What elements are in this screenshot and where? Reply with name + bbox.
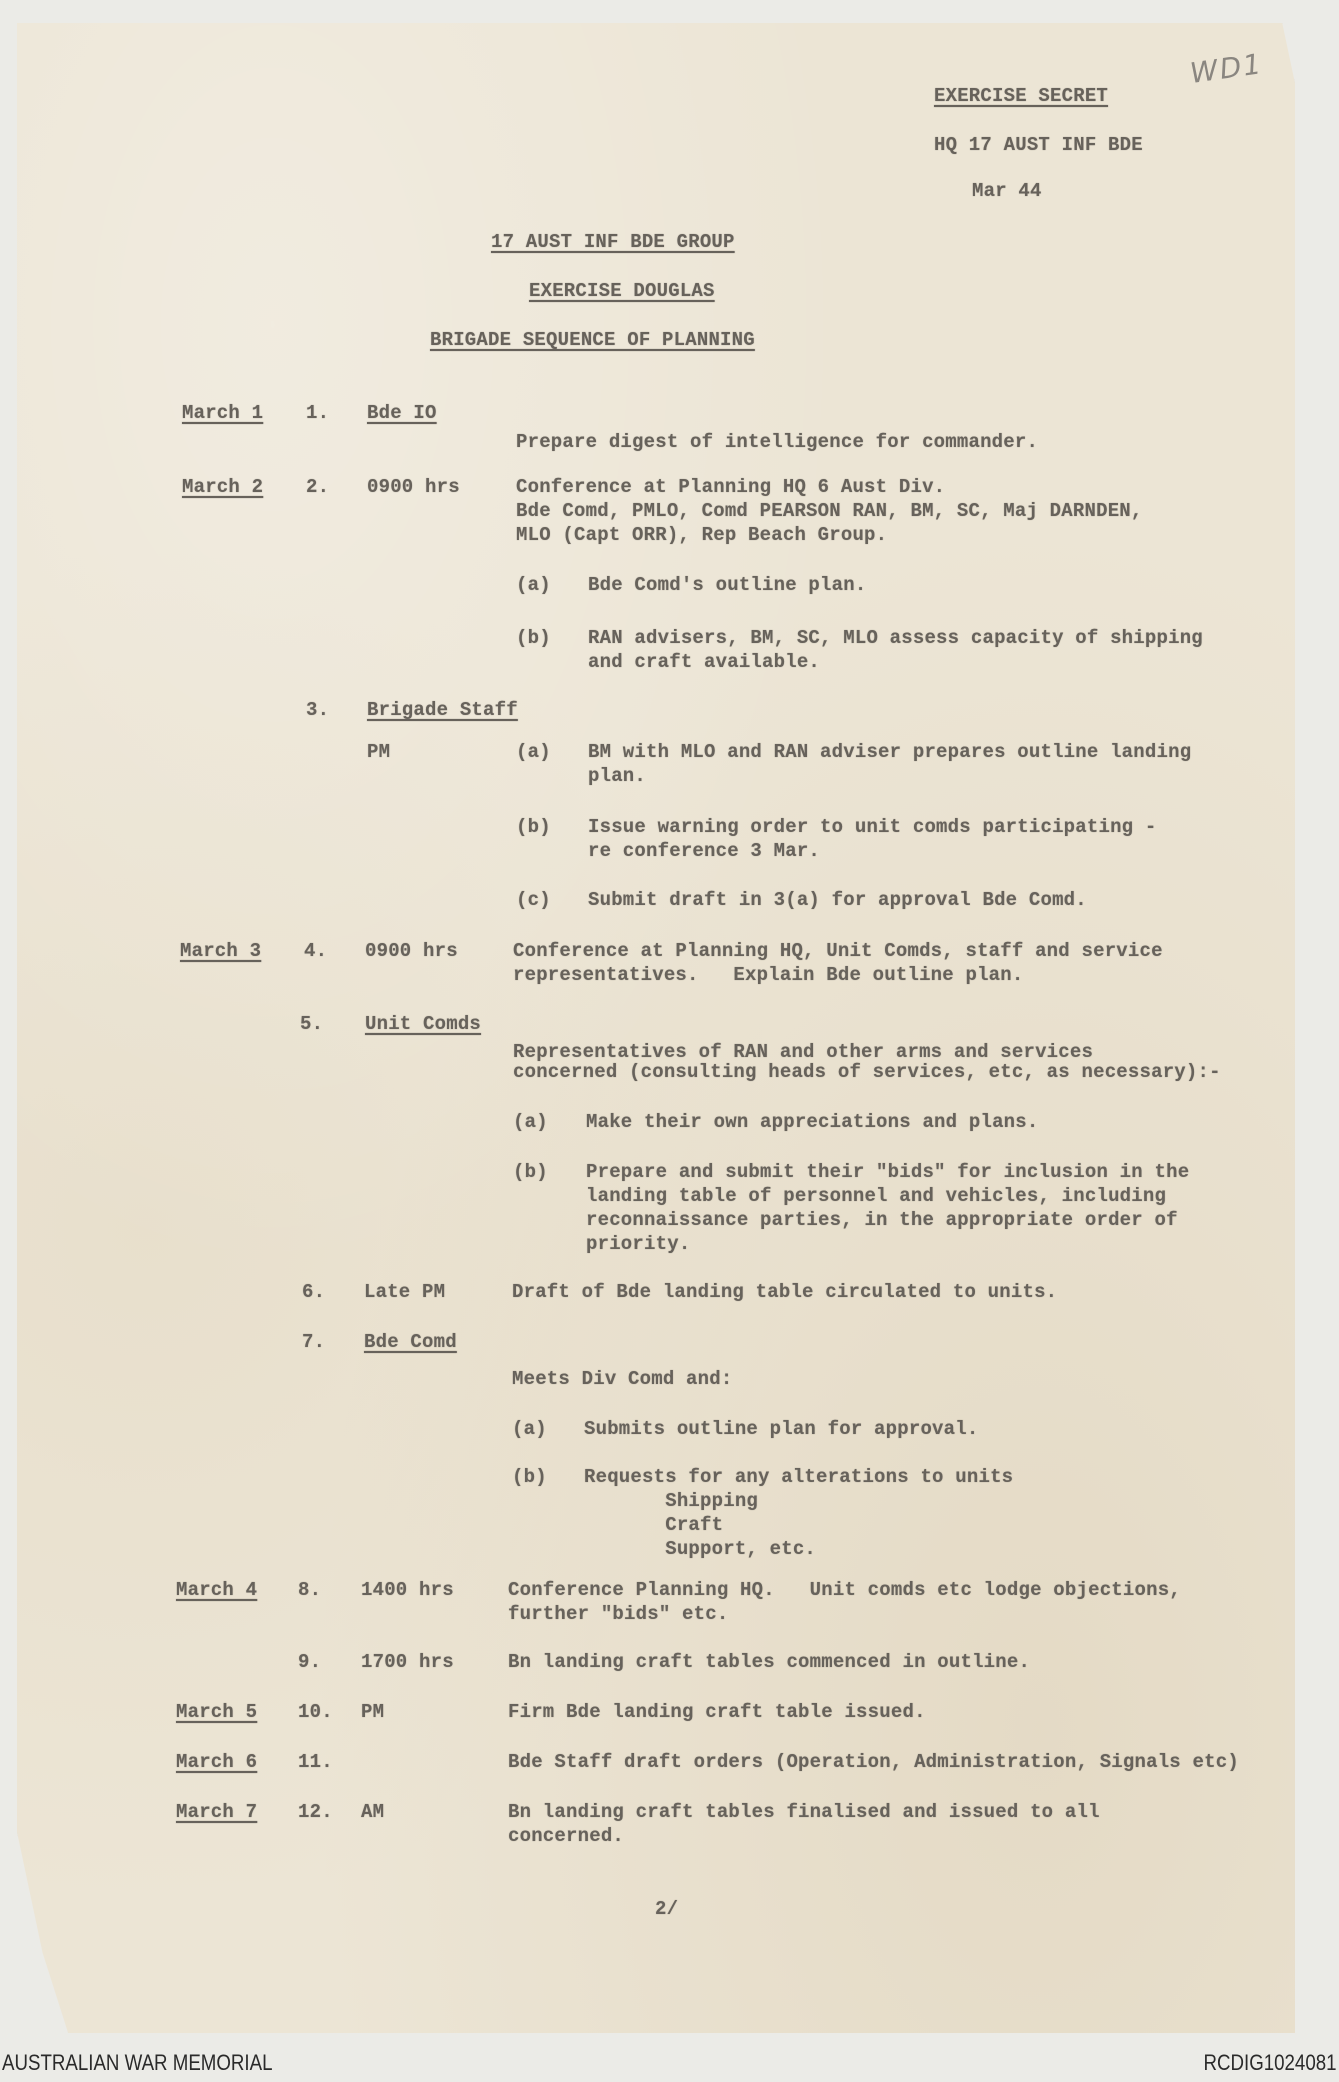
entry-number: 6. — [302, 1281, 326, 1303]
entry-text: Prepare digest of intelligence for commander. — [516, 431, 1039, 453]
sub-text: Prepare and submit their "bids" for inclusion in the — [586, 1161, 1190, 1183]
entry-text: MLO (Capt ORR), Rep Beach Group. — [516, 524, 888, 546]
entry-label: Bde IO — [367, 402, 437, 424]
archive-id-caption: RCDIG1024081 — [1203, 2050, 1337, 2075]
sub-text: RAN advisers, BM, SC, MLO assess capacity of shipping — [588, 627, 1203, 649]
entry-label: Brigade Staff — [367, 699, 518, 721]
entry-time: 1400 hrs — [361, 1579, 454, 1601]
entry-text: concerned. — [508, 1825, 625, 1847]
entry-text: Representatives of RAN and other arms and services — [513, 1041, 1094, 1063]
header-date: Mar 44 — [972, 180, 1042, 202]
entry-date: March 6 — [176, 1751, 258, 1773]
sub-text: Issue warning order to unit comds participating - — [588, 816, 1157, 838]
entry-number: 5. — [300, 1013, 324, 1035]
page-continuation-marker: 2/ — [655, 1898, 679, 1920]
entry-time: Late PM — [364, 1281, 446, 1303]
sub-letter: (b) — [513, 1161, 548, 1183]
entry-label: Unit Comds — [365, 1013, 482, 1035]
entry-text: Bn landing craft tables commenced in outline. — [508, 1651, 1031, 1673]
sub-text: Craft — [584, 1514, 724, 1536]
sub-text: plan. — [588, 765, 647, 787]
entry-date: March 3 — [180, 940, 262, 962]
entry-number: 7. — [302, 1331, 326, 1353]
sub-text: Bde Comd's outline plan. — [588, 574, 867, 596]
entry-number: 4. — [304, 940, 328, 962]
sub-text: BM with MLO and RAN adviser prepares outline landing — [588, 741, 1192, 763]
entry-number: 3. — [306, 699, 330, 721]
entry-time: 0900 hrs — [367, 476, 460, 498]
sub-letter: (b) — [516, 627, 551, 649]
archive-institution-caption: AUSTRALIAN WAR MEMORIAL — [2, 2050, 273, 2075]
entry-text: further "bids" etc. — [508, 1603, 729, 1625]
entry-date: March 4 — [176, 1579, 258, 1601]
entry-number: 12. — [298, 1801, 333, 1823]
sub-letter: (b) — [516, 816, 551, 838]
sub-text: Shipping — [584, 1490, 759, 1512]
sub-text: Requests for any alterations to units — [584, 1466, 1014, 1488]
entry-text: Meets Div Comd and: — [512, 1368, 733, 1390]
entry-text: Conference at Planning HQ, Unit Comds, staff and service — [513, 940, 1163, 962]
entry-time: 1700 hrs — [361, 1651, 454, 1673]
title-line-1: 17 AUST INF BDE GROUP — [491, 231, 735, 253]
sub-letter: (b) — [512, 1466, 547, 1488]
entry-date: March 2 — [182, 476, 264, 498]
entry-date: March 5 — [176, 1701, 258, 1723]
sub-text: re conference 3 Mar. — [588, 840, 821, 862]
entry-time: 0900 hrs — [365, 940, 458, 962]
entry-text: representatives. Explain Bde outline plan. — [513, 964, 1024, 986]
sub-letter: (a) — [512, 1418, 547, 1440]
entry-text: Bn landing craft tables finalised and issued to all — [508, 1801, 1100, 1823]
title-line-2: EXERCISE DOUGLAS — [529, 280, 715, 302]
entry-date: March 7 — [176, 1801, 258, 1823]
entry-text: Bde Staff draft orders (Operation, Administration, Signals etc) — [508, 1751, 1239, 1773]
handwritten-mark: WD1 — [1188, 47, 1266, 90]
entry-number: 2. — [306, 476, 330, 498]
entry-number: 1. — [306, 402, 330, 424]
sub-text: Make their own appreciations and plans. — [586, 1111, 1039, 1133]
sub-text: Support, etc. — [584, 1538, 817, 1560]
sub-text: priority. — [586, 1233, 691, 1255]
entry-text: Draft of Bde landing table circulated to units. — [512, 1281, 1058, 1303]
entry-text: Firm Bde landing craft table issued. — [508, 1701, 926, 1723]
entry-label: Bde Comd — [364, 1331, 457, 1353]
entry-text: Conference Planning HQ. Unit comds etc lodge objections, — [508, 1579, 1181, 1601]
entry-text: Bde Comd, PMLO, Comd PEARSON RAN, BM, SC, Maj DARNDEN, — [516, 500, 1143, 522]
entry-number: 8. — [298, 1579, 322, 1601]
sub-text: reconnaissance parties, in the appropriate order of — [586, 1209, 1178, 1231]
sub-letter: (a) — [513, 1111, 548, 1133]
entry-text: Conference at Planning HQ 6 Aust Div. — [516, 476, 946, 498]
entry-time: AM — [361, 1801, 385, 1823]
sub-text: landing table of personnel and vehicles, including — [586, 1185, 1167, 1207]
entry-time: PM — [367, 741, 391, 763]
sub-letter: (c) — [516, 889, 551, 911]
entry-number: 11. — [298, 1751, 333, 1773]
sub-text: Submits outline plan for approval. — [584, 1418, 979, 1440]
sub-letter: (a) — [516, 741, 551, 763]
entry-number: 9. — [298, 1651, 322, 1673]
classification-heading: EXERCISE SECRET — [934, 85, 1109, 107]
sub-text: and craft available. — [588, 651, 821, 673]
sub-letter: (a) — [516, 574, 551, 596]
title-line-3: BRIGADE SEQUENCE OF PLANNING — [430, 329, 755, 351]
entry-time: PM — [361, 1701, 385, 1723]
entry-date: March 1 — [182, 402, 264, 424]
sub-text: Submit draft in 3(a) for approval Bde Comd. — [588, 889, 1087, 911]
entry-text: concerned (consulting heads of services, etc, as necessary):- — [513, 1061, 1221, 1083]
hq-line: HQ 17 AUST INF BDE — [934, 134, 1143, 156]
entry-number: 10. — [298, 1701, 333, 1723]
